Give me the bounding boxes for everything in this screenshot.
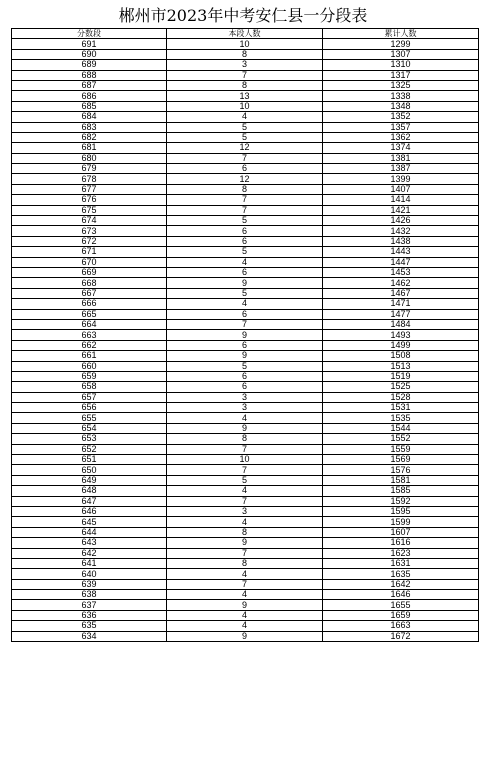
score-cell: 681 xyxy=(12,143,167,153)
cumulative-cell: 1438 xyxy=(323,236,479,246)
cumulative-cell: 1595 xyxy=(323,506,479,516)
cumulative-cell: 1462 xyxy=(323,278,479,288)
score-cell: 638 xyxy=(12,590,167,600)
score-cell: 690 xyxy=(12,49,167,59)
cumulative-cell: 1299 xyxy=(323,39,479,49)
score-cell: 671 xyxy=(12,247,167,257)
count-cell: 6 xyxy=(167,226,323,236)
table-row xyxy=(12,506,479,516)
cumulative-cell: 1317 xyxy=(323,70,479,80)
table-row xyxy=(12,382,479,392)
table-row xyxy=(12,184,479,194)
score-cell: 668 xyxy=(12,278,167,288)
cumulative-cell: 1535 xyxy=(323,413,479,423)
score-cell: 657 xyxy=(12,392,167,402)
count-cell: 4 xyxy=(167,610,323,620)
cumulative-cell: 1307 xyxy=(323,49,479,59)
table-row xyxy=(12,527,479,537)
count-cell: 4 xyxy=(167,486,323,496)
table-row xyxy=(12,278,479,288)
table-row xyxy=(12,319,479,329)
table-row xyxy=(12,164,479,174)
count-cell: 9 xyxy=(167,278,323,288)
table-body xyxy=(12,39,479,642)
count-cell: 3 xyxy=(167,506,323,516)
cumulative-cell: 1477 xyxy=(323,309,479,319)
table-row xyxy=(12,174,479,184)
score-cell: 677 xyxy=(12,184,167,194)
table-row xyxy=(12,49,479,59)
count-cell: 4 xyxy=(167,621,323,631)
table-row xyxy=(12,610,479,620)
count-cell: 7 xyxy=(167,205,323,215)
table-row xyxy=(12,392,479,402)
score-cell: 640 xyxy=(12,569,167,579)
score-cell: 637 xyxy=(12,600,167,610)
cumulative-cell: 1426 xyxy=(323,216,479,226)
count-cell: 9 xyxy=(167,330,323,340)
column-header-score: 分数段 xyxy=(12,29,167,39)
count-cell: 8 xyxy=(167,49,323,59)
score-cell: 654 xyxy=(12,423,167,433)
count-cell: 13 xyxy=(167,91,323,101)
cumulative-cell: 1607 xyxy=(323,527,479,537)
count-cell: 9 xyxy=(167,351,323,361)
cumulative-cell: 1493 xyxy=(323,330,479,340)
table-row xyxy=(12,340,479,350)
table-row xyxy=(12,226,479,236)
score-cell: 684 xyxy=(12,112,167,122)
table-row xyxy=(12,153,479,163)
cumulative-cell: 1499 xyxy=(323,340,479,350)
count-cell: 5 xyxy=(167,361,323,371)
cumulative-cell: 1642 xyxy=(323,579,479,589)
score-cell: 676 xyxy=(12,195,167,205)
count-cell: 6 xyxy=(167,236,323,246)
table-row xyxy=(12,60,479,70)
table-row xyxy=(12,486,479,496)
score-cell: 687 xyxy=(12,80,167,90)
cumulative-cell: 1663 xyxy=(323,621,479,631)
count-cell: 10 xyxy=(167,39,323,49)
score-cell: 648 xyxy=(12,486,167,496)
table-row xyxy=(12,143,479,153)
count-cell: 8 xyxy=(167,434,323,444)
score-cell: 642 xyxy=(12,548,167,558)
table-row xyxy=(12,39,479,49)
score-cell: 666 xyxy=(12,299,167,309)
count-cell: 6 xyxy=(167,267,323,277)
count-cell: 6 xyxy=(167,340,323,350)
count-cell: 8 xyxy=(167,527,323,537)
cumulative-cell: 1352 xyxy=(323,112,479,122)
score-cell: 683 xyxy=(12,122,167,132)
score-cell: 673 xyxy=(12,226,167,236)
table-row xyxy=(12,579,479,589)
count-cell: 3 xyxy=(167,60,323,70)
score-cell: 670 xyxy=(12,257,167,267)
score-cell: 649 xyxy=(12,475,167,485)
table-row xyxy=(12,351,479,361)
cumulative-cell: 1655 xyxy=(323,600,479,610)
count-cell: 6 xyxy=(167,164,323,174)
count-cell: 7 xyxy=(167,496,323,506)
cumulative-cell: 1338 xyxy=(323,91,479,101)
cumulative-cell: 1646 xyxy=(323,590,479,600)
cumulative-cell: 1525 xyxy=(323,382,479,392)
score-cell: 675 xyxy=(12,205,167,215)
table-row xyxy=(12,475,479,485)
score-cell: 659 xyxy=(12,371,167,381)
score-cell: 674 xyxy=(12,216,167,226)
table-row xyxy=(12,330,479,340)
count-cell: 10 xyxy=(167,101,323,111)
table-row xyxy=(12,361,479,371)
cumulative-cell: 1659 xyxy=(323,610,479,620)
table-row xyxy=(12,548,479,558)
table-row xyxy=(12,444,479,454)
cumulative-cell: 1531 xyxy=(323,403,479,413)
count-cell: 5 xyxy=(167,475,323,485)
score-cell: 663 xyxy=(12,330,167,340)
cumulative-cell: 1374 xyxy=(323,143,479,153)
cumulative-cell: 1447 xyxy=(323,257,479,267)
table-row xyxy=(12,371,479,381)
score-cell: 643 xyxy=(12,538,167,548)
score-cell: 644 xyxy=(12,527,167,537)
score-cell: 635 xyxy=(12,621,167,631)
cumulative-cell: 1467 xyxy=(323,288,479,298)
table-row xyxy=(12,122,479,132)
cumulative-cell: 1407 xyxy=(323,184,479,194)
score-cell: 641 xyxy=(12,558,167,568)
score-cell: 634 xyxy=(12,631,167,641)
cumulative-cell: 1672 xyxy=(323,631,479,641)
cumulative-cell: 1585 xyxy=(323,486,479,496)
count-cell: 4 xyxy=(167,299,323,309)
count-cell: 9 xyxy=(167,600,323,610)
cumulative-cell: 1569 xyxy=(323,455,479,465)
cumulative-cell: 1325 xyxy=(323,80,479,90)
score-cell: 645 xyxy=(12,517,167,527)
count-cell: 4 xyxy=(167,590,323,600)
count-cell: 3 xyxy=(167,392,323,402)
count-cell: 3 xyxy=(167,403,323,413)
score-cell: 658 xyxy=(12,382,167,392)
count-cell: 12 xyxy=(167,143,323,153)
score-cell: 679 xyxy=(12,164,167,174)
score-cell: 655 xyxy=(12,413,167,423)
table-row xyxy=(12,101,479,111)
table-row xyxy=(12,195,479,205)
cumulative-cell: 1635 xyxy=(323,569,479,579)
score-cell: 686 xyxy=(12,91,167,101)
score-distribution-table xyxy=(11,28,479,642)
cumulative-cell: 1559 xyxy=(323,444,479,454)
score-cell: 653 xyxy=(12,434,167,444)
cumulative-cell: 1348 xyxy=(323,101,479,111)
count-cell: 5 xyxy=(167,132,323,142)
cumulative-cell: 1414 xyxy=(323,195,479,205)
score-cell: 646 xyxy=(12,506,167,516)
cumulative-cell: 1631 xyxy=(323,558,479,568)
count-cell: 7 xyxy=(167,465,323,475)
count-cell: 7 xyxy=(167,319,323,329)
table-row xyxy=(12,91,479,101)
cumulative-cell: 1581 xyxy=(323,475,479,485)
cumulative-cell: 1508 xyxy=(323,351,479,361)
table-row xyxy=(12,216,479,226)
count-cell: 8 xyxy=(167,558,323,568)
count-cell: 5 xyxy=(167,216,323,226)
score-cell: 650 xyxy=(12,465,167,475)
count-cell: 10 xyxy=(167,455,323,465)
table-row xyxy=(12,309,479,319)
cumulative-cell: 1443 xyxy=(323,247,479,257)
table-row xyxy=(12,423,479,433)
score-cell: 691 xyxy=(12,39,167,49)
column-header-cumulative: 累计人数 xyxy=(323,29,479,39)
score-cell: 662 xyxy=(12,340,167,350)
count-cell: 4 xyxy=(167,413,323,423)
count-cell: 7 xyxy=(167,548,323,558)
count-cell: 7 xyxy=(167,153,323,163)
cumulative-cell: 1528 xyxy=(323,392,479,402)
table-row xyxy=(12,569,479,579)
table-row xyxy=(12,600,479,610)
table-row xyxy=(12,257,479,267)
cumulative-cell: 1399 xyxy=(323,174,479,184)
score-cell: 661 xyxy=(12,351,167,361)
score-cell: 656 xyxy=(12,403,167,413)
count-cell: 4 xyxy=(167,112,323,122)
table-row xyxy=(12,455,479,465)
column-header-count: 本段人数 xyxy=(167,29,323,39)
table-row xyxy=(12,558,479,568)
table-row xyxy=(12,236,479,246)
cumulative-cell: 1484 xyxy=(323,319,479,329)
score-cell: 665 xyxy=(12,309,167,319)
count-cell: 8 xyxy=(167,184,323,194)
table-row xyxy=(12,621,479,631)
table-row xyxy=(12,80,479,90)
count-cell: 9 xyxy=(167,631,323,641)
count-cell: 5 xyxy=(167,288,323,298)
cumulative-cell: 1310 xyxy=(323,60,479,70)
count-cell: 4 xyxy=(167,569,323,579)
score-cell: 685 xyxy=(12,101,167,111)
table-header-row xyxy=(12,29,479,39)
count-cell: 6 xyxy=(167,382,323,392)
cumulative-cell: 1362 xyxy=(323,132,479,142)
count-cell: 7 xyxy=(167,195,323,205)
cumulative-cell: 1616 xyxy=(323,538,479,548)
count-cell: 7 xyxy=(167,70,323,80)
cumulative-cell: 1453 xyxy=(323,267,479,277)
cumulative-cell: 1519 xyxy=(323,371,479,381)
table-row xyxy=(12,590,479,600)
score-cell: 667 xyxy=(12,288,167,298)
count-cell: 5 xyxy=(167,247,323,257)
score-cell: 651 xyxy=(12,455,167,465)
table-row xyxy=(12,517,479,527)
table-row xyxy=(12,631,479,641)
table-row xyxy=(12,132,479,142)
score-cell: 636 xyxy=(12,610,167,620)
table-row xyxy=(12,434,479,444)
score-cell: 669 xyxy=(12,267,167,277)
count-cell: 7 xyxy=(167,444,323,454)
cumulative-cell: 1421 xyxy=(323,205,479,215)
table-row xyxy=(12,403,479,413)
page-title: 郴州市2023年中考安仁县一分段表 xyxy=(118,6,368,25)
score-cell: 678 xyxy=(12,174,167,184)
table-row xyxy=(12,288,479,298)
cumulative-cell: 1576 xyxy=(323,465,479,475)
count-cell: 4 xyxy=(167,257,323,267)
cumulative-cell: 1387 xyxy=(323,164,479,174)
cumulative-cell: 1471 xyxy=(323,299,479,309)
cumulative-cell: 1381 xyxy=(323,153,479,163)
table-row xyxy=(12,496,479,506)
score-cell: 688 xyxy=(12,70,167,80)
table-row xyxy=(12,205,479,215)
cumulative-cell: 1357 xyxy=(323,122,479,132)
table-row xyxy=(12,413,479,423)
table-row xyxy=(12,267,479,277)
score-cell: 652 xyxy=(12,444,167,454)
cumulative-cell: 1513 xyxy=(323,361,479,371)
table-row xyxy=(12,538,479,548)
count-cell: 9 xyxy=(167,538,323,548)
cumulative-cell: 1599 xyxy=(323,517,479,527)
count-cell: 9 xyxy=(167,423,323,433)
table-row xyxy=(12,299,479,309)
score-cell: 639 xyxy=(12,579,167,589)
cumulative-cell: 1544 xyxy=(323,423,479,433)
table-row xyxy=(12,465,479,475)
count-cell: 6 xyxy=(167,309,323,319)
score-cell: 660 xyxy=(12,361,167,371)
count-cell: 7 xyxy=(167,579,323,589)
count-cell: 4 xyxy=(167,517,323,527)
cumulative-cell: 1592 xyxy=(323,496,479,506)
score-cell: 664 xyxy=(12,319,167,329)
cumulative-cell: 1552 xyxy=(323,434,479,444)
score-cell: 682 xyxy=(12,132,167,142)
score-cell: 680 xyxy=(12,153,167,163)
score-cell: 672 xyxy=(12,236,167,246)
count-cell: 8 xyxy=(167,80,323,90)
count-cell: 5 xyxy=(167,122,323,132)
cumulative-cell: 1623 xyxy=(323,548,479,558)
count-cell: 6 xyxy=(167,371,323,381)
score-cell: 647 xyxy=(12,496,167,506)
count-cell: 12 xyxy=(167,174,323,184)
table-row xyxy=(12,70,479,80)
score-cell: 689 xyxy=(12,60,167,70)
table-row xyxy=(12,112,479,122)
cumulative-cell: 1432 xyxy=(323,226,479,236)
table-row xyxy=(12,247,479,257)
